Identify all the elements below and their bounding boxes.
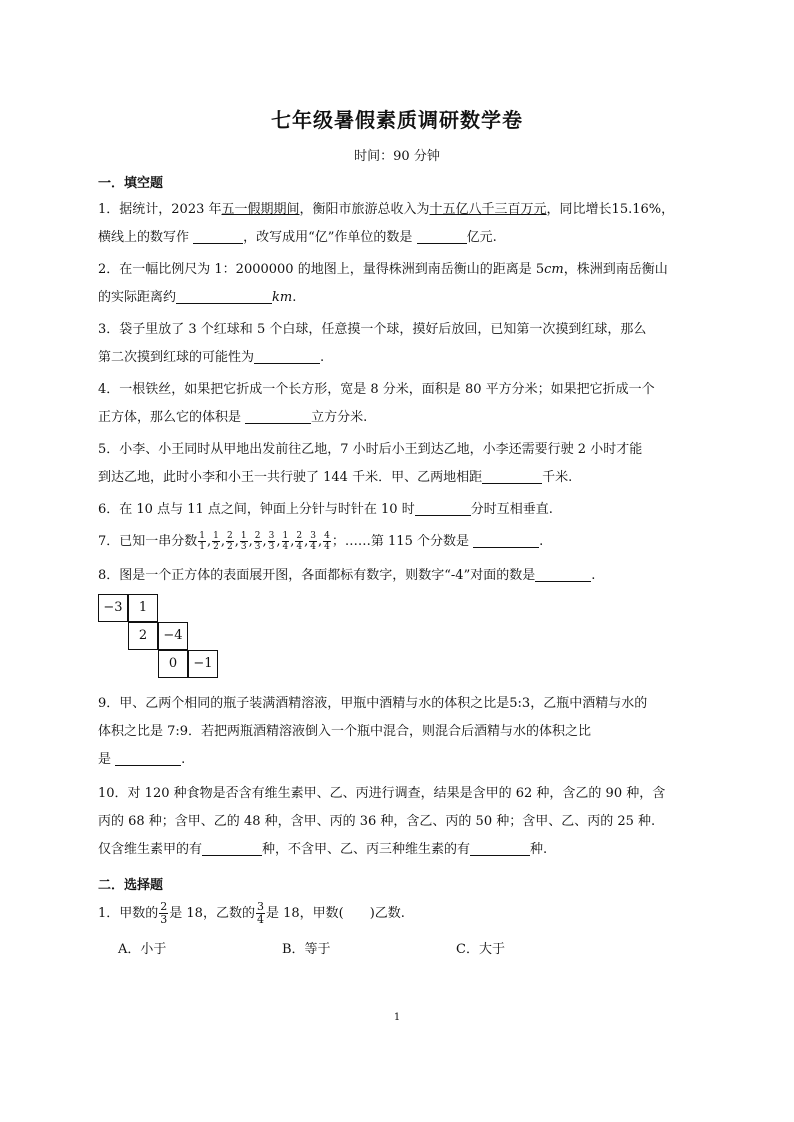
answer-blank[interactable]: [202, 840, 262, 856]
option-b[interactable]: B．等于: [282, 942, 331, 957]
denominator: 4: [310, 542, 317, 552]
fraction: [323, 531, 331, 552]
mc-question-1: 1．甲数的 $\frac{2}{3}$ 是 18，乙数的 $\frac{3}{4}$ 是 18，甲数( )乙数.: [98, 900, 405, 926]
fraction: [212, 531, 220, 552]
net-face: 2: [128, 622, 158, 650]
answer-blank[interactable]: [482, 468, 542, 484]
numerator: 1: [240, 531, 247, 541]
question-2: 2．在一幅比例尺为 1：2000000 的地图上，量得株洲到南岳衡山的距离是 5cm，株洲到南岳衡山 的实际距离约 km.: [98, 262, 668, 305]
denominator: 2: [213, 542, 219, 552]
page-subtitle: 时间：90 分钟: [354, 149, 440, 164]
fraction: [240, 531, 248, 552]
question-4: 4．一根铁丝，如果把它折成一个长方形，宽是 8 分米，面积是 80 平方分米；如果把它折成一个 正方体，那么它的体积是 立方分米.: [98, 382, 655, 425]
denominator: 3: [240, 542, 247, 552]
answer-blank[interactable]: [245, 408, 311, 424]
denominator: 4: [324, 542, 330, 552]
question-3: 3．袋子里放了 3 个红球和 5 个白球，任意摸一个球，摸好后放回，已知第一次摸到红球，那么 第二次摸到红球的可能性为 .: [98, 322, 647, 365]
underlined-phrase: 五一假期期间: [221, 202, 300, 217]
page-number: 1: [393, 1012, 401, 1023]
fraction: [282, 531, 290, 552]
net-face: 0: [158, 650, 188, 678]
numerator: 2: [227, 531, 233, 541]
numerator: 1: [199, 531, 206, 541]
net-face: 1: [128, 594, 158, 622]
fraction: [295, 531, 303, 552]
denominator: 3: [268, 542, 275, 552]
numerator: 3: [268, 531, 275, 541]
page-title: 七年级暑假素质调研数学卷: [271, 108, 523, 132]
fraction: [268, 531, 276, 552]
answer-blank[interactable]: [254, 348, 320, 364]
separator: ,: [290, 534, 295, 549]
fraction: [226, 531, 234, 552]
separator: ,: [220, 534, 226, 549]
net-face: −1: [188, 650, 218, 678]
question-9: 9．甲、乙两个相同的瓶子装满酒精溶液，甲瓶中酒精与水的体积之比是5:3，乙瓶中酒精与水的 体积之比是 7:9．若把两瓶酒精溶液倒入一个瓶中混合，则混合后酒精与水的体积之比 是 .: [98, 696, 648, 767]
denominator: 4: [296, 542, 303, 552]
net-face: −3: [98, 594, 128, 622]
answer-blank[interactable]: [193, 228, 243, 244]
separator: ,: [318, 534, 323, 549]
fraction: [254, 531, 262, 552]
separator: ,: [207, 534, 212, 549]
fraction: [309, 531, 317, 552]
fraction-sequence: [197, 531, 332, 552]
denominator: 3: [254, 542, 261, 552]
numerator: 1: [282, 531, 289, 541]
fraction: $\frac{2}{3}$: [160, 900, 168, 926]
cube-net-diagram: [98, 594, 228, 684]
denominator: 2: [227, 542, 233, 552]
denominator: 4: [282, 542, 289, 552]
numerator: 2: [254, 531, 261, 541]
answer-blank[interactable]: [470, 840, 530, 856]
answer-blank[interactable]: [176, 288, 272, 304]
numerator: 3: [310, 531, 317, 541]
question-5: 5．小李、小王同时从甲地出发前往乙地，7 小时后小王到达乙地，小李还需要行驶 2 小时才能 到达乙地，此时小李和小王一共行驶了 144 千米．甲、乙两地相距 千米.: [98, 442, 643, 485]
separator: ,: [248, 534, 253, 549]
separator: ,: [304, 534, 309, 549]
option-a[interactable]: A．小于: [118, 942, 167, 957]
numerator: 2: [296, 531, 303, 541]
answer-blank[interactable]: [417, 228, 467, 244]
answer-blank[interactable]: [473, 532, 539, 548]
underlined-number: 十五亿八千三百万元: [429, 202, 547, 217]
section-heading-multiple-choice: 二．选择题: [98, 878, 164, 893]
question-10: 10．对 120 种食物是否含有维生素甲、乙、丙进行调查，结果是含甲的 62 种，含乙的 90 种，含 丙的 68 种；含甲、乙的 48 种，含甲、丙的 36 种，含乙、丙的 50 种；含甲、乙、丙的 25 种. 仅含维生素甲的有 种，不含甲、乙、丙三种维生素的有 种.: [98, 786, 666, 857]
answer-blank[interactable]: [115, 750, 181, 766]
separator: ,: [262, 534, 267, 549]
fraction: [198, 531, 206, 552]
question-1: 1．据统计，2023 年五一假期期间，衡阳市旅游总收入为十五亿八千三百万元，同比增长15.16%， 横线上的数写作 ，改写成用“亿”作单位的数是 亿元.: [98, 202, 675, 245]
separator: ,: [276, 534, 281, 549]
answer-blank[interactable]: [535, 566, 591, 582]
option-c[interactable]: C．大于: [456, 942, 505, 957]
denominator: 1: [199, 542, 206, 552]
question-7: 7．已知一串分数 $\frac{1}{1}$ , $\frac{1}{2}$ , $\frac{2}{2}$ , $\frac{1}{3}$ , $\frac{2}{3}$ , $\frac{3}{3}$ , $\frac{1}{4}$ , $\frac{2}{4}$ , $\frac{3}{4}$ , $\frac{4}{4}$ ；……第 115 个分数是 .: [98, 531, 544, 552]
separator: ,: [234, 534, 239, 549]
numerator: 4: [324, 531, 330, 541]
numerator: 1: [213, 531, 219, 541]
net-face: −4: [158, 622, 188, 650]
question-6: 6．在 10 点与 11 点之间，钟面上分针与时针在 10 时 分时互相垂直.: [98, 502, 553, 517]
fraction: $\frac{3}{4}$: [256, 900, 264, 926]
question-8: 8．图是一个正方体的表面展开图，各面都标有数字，则数字“-4”对面的数是 .: [98, 568, 596, 583]
answer-blank[interactable]: [415, 500, 471, 516]
section-heading-fill-in: 一．填空题: [98, 176, 164, 191]
